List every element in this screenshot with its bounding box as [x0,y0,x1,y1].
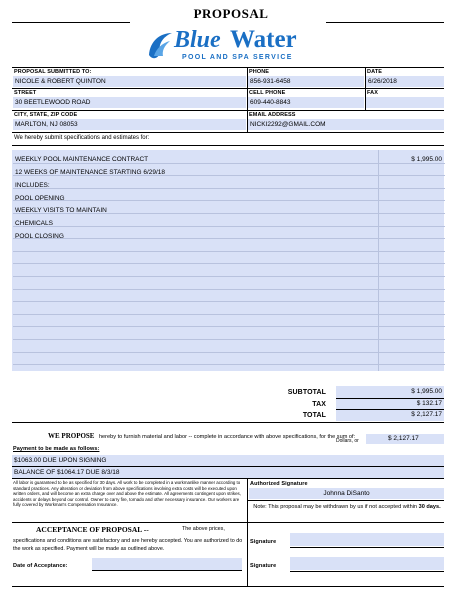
item-amount-1: $ 1,995.00 [411,156,442,163]
item-line-5: WEEKLY VISITS TO MAINTAIN [15,207,107,214]
payment-line-1: $1063.00 DUE UPON SIGNING [14,457,107,464]
spec-rule-line [13,314,445,315]
payment-line-2-field[interactable] [12,467,444,478]
cell-value: 609-440-8843 [250,99,291,106]
page-bottom-border [12,586,444,587]
email-field[interactable] [248,119,444,130]
authorized-rule [247,500,444,501]
header-bottom-border [12,132,444,133]
tax-label: TAX [312,401,326,408]
propose-text: hereby to furnish material and labor -- complete in accordance with above specifications, for the sum of: [98,434,356,440]
date-of-acceptance-field[interactable] [92,558,242,570]
dollars-label: Dollars, or [336,438,359,444]
submitted-to-value: NICOLE & ROBERT QUINTON [15,78,106,85]
signature-2-label: Signature [250,563,277,569]
cell-field[interactable] [248,97,364,108]
withdraw-note [252,503,442,511]
spec-rule-line [13,326,445,327]
street-field[interactable] [13,97,246,108]
email-value: NICKI2292@GMAIL.COM [250,121,326,128]
spec-rule-line [13,339,445,340]
payment-bottom-border [12,478,444,479]
phone-label: PHONE [249,69,270,75]
city-label: CITY, STATE, ZIP CODE [14,112,78,118]
tax-rule [336,409,444,410]
date-label: DATE [367,69,382,75]
acceptance-divider [247,522,248,586]
spec-rule-line [13,163,445,164]
street-value: 30 BEETLEWOOD ROAD [15,99,91,106]
spec-rule-line [13,188,445,189]
total-label: TOTAL [302,412,326,419]
header-top-border [12,67,444,68]
submitted-to-field[interactable] [13,76,246,87]
wave-icon [146,29,176,63]
subtotal-value: $ 1,995.00 [411,388,442,395]
intro-border [12,145,444,146]
signature-field-1[interactable] [290,533,444,546]
payment-line-2: BALANCE OF $1064.17 DUE 8/3/18 [14,469,120,476]
title-underline [12,22,130,23]
acceptance-text-2: specifications and conditions are satisfactory and are hereby accepted. You are authorized to do the work as specified. Payment will be made as outlined above. [13,538,243,552]
city-value: MARLTON, NJ 08053 [15,121,78,128]
phone-field[interactable] [248,76,364,87]
acceptance-title: ACCEPTANCE OF PROPOSAL -- [36,525,149,534]
fax-label: FAX [367,90,378,96]
withdraw-note-text: Note: This proposal may be withdrawn by us if not accepted within [253,504,418,510]
fax-field[interactable] [366,97,444,108]
title-underline-right [326,22,444,23]
signature-label: Signature [250,539,277,545]
propose-line [48,425,355,443]
acceptance-text-1: The above prices, [182,526,225,532]
signature-rule-2 [290,571,444,572]
logo-word-water: Water [230,26,297,53]
spec-rule-line [13,226,445,227]
street-label: STREET [14,90,37,96]
submitted-to-label: PROPOSAL SUBMITTED TO: [14,69,92,75]
spec-rule-line [13,301,445,302]
signature-rule-1 [290,547,444,548]
date-field[interactable] [366,76,444,87]
item-line-2: 12 WEEKS OF MAINTENANCE STARTING 6/29/18 [15,169,166,176]
propose-bold: WE PROPOSE [48,432,95,440]
city-field[interactable] [13,119,246,130]
phone-value: 856-931-6458 [250,78,291,85]
subtotal-rule [336,398,444,399]
date-value: 6/26/2018 [368,78,397,85]
spec-rule-line [13,263,445,264]
item-line-1: WEEKLY POOL MAINTENANCE CONTRACT [15,156,149,163]
email-label: EMAIL ADDRESS [249,112,296,118]
totals-bottom-border [12,422,444,423]
item-line-3: INCLUDES: [15,182,50,189]
total-value: $ 2,127.17 [411,411,442,418]
payment-line-1-field[interactable] [12,455,444,466]
date-of-acceptance-rule [92,570,242,571]
terms-text: All labor is guaranteed to be as specified for 30 days. All work to be completed in a workmanlike manner according to standard practices. Any alteration or deviation from above specifications involving extra costs will be executed upon written orders, and will become an extra charge over and above the estimate. All agreements contingent upon strikes, accidents or delays beyond our control. Owner to carry fire, tornado and other necessary insurance. Our workers are fully covered by Workman's Compensation Insurance. [13,480,241,508]
authorized-name: Johnna DiSanto [323,490,370,497]
terms-bottom-border [12,522,444,523]
spec-rule-line [13,276,445,277]
authorized-signature-field[interactable] [249,488,444,499]
intro-text: We hereby submit specifications and estimates for: [14,135,150,141]
amount-column-divider [378,150,379,371]
bluewater-logo [146,25,326,67]
spec-rule-line [13,238,445,239]
logo-word-blue: Blue [174,27,221,53]
authorized-label: Authorized Signature [250,481,308,487]
page-title: PROPOSAL [193,6,269,21]
item-line-6: CHEMICALS [15,220,53,227]
spec-rule-line [13,200,445,201]
item-line-7: POOL CLOSING [15,233,64,240]
withdraw-note-days: 30 days. [418,504,441,510]
spec-rule-line [13,352,445,353]
spec-rule-line [13,289,445,290]
header-row-border-2 [12,110,444,111]
specifications-area[interactable] [12,150,444,371]
subtotal-label: SUBTOTAL [287,389,326,396]
header-row-border-1 [12,88,444,89]
payment-label: Payment to be made as follows: [13,446,100,452]
spec-rule-line [13,251,445,252]
spec-rule-line [13,364,445,365]
item-line-4: POOL OPENING [15,195,65,202]
logo-tagline: POOL AND SPA SERVICE [182,54,293,61]
date-of-acceptance-label: Date of Acceptance: [13,563,68,569]
signature-field-2[interactable] [290,557,444,570]
propose-amount: $ 2,127.17 [388,435,419,442]
propose-amount-field[interactable] [366,434,444,444]
tax-value: $ 132.17 [416,400,442,407]
cell-label: CELL PHONE [249,90,286,96]
